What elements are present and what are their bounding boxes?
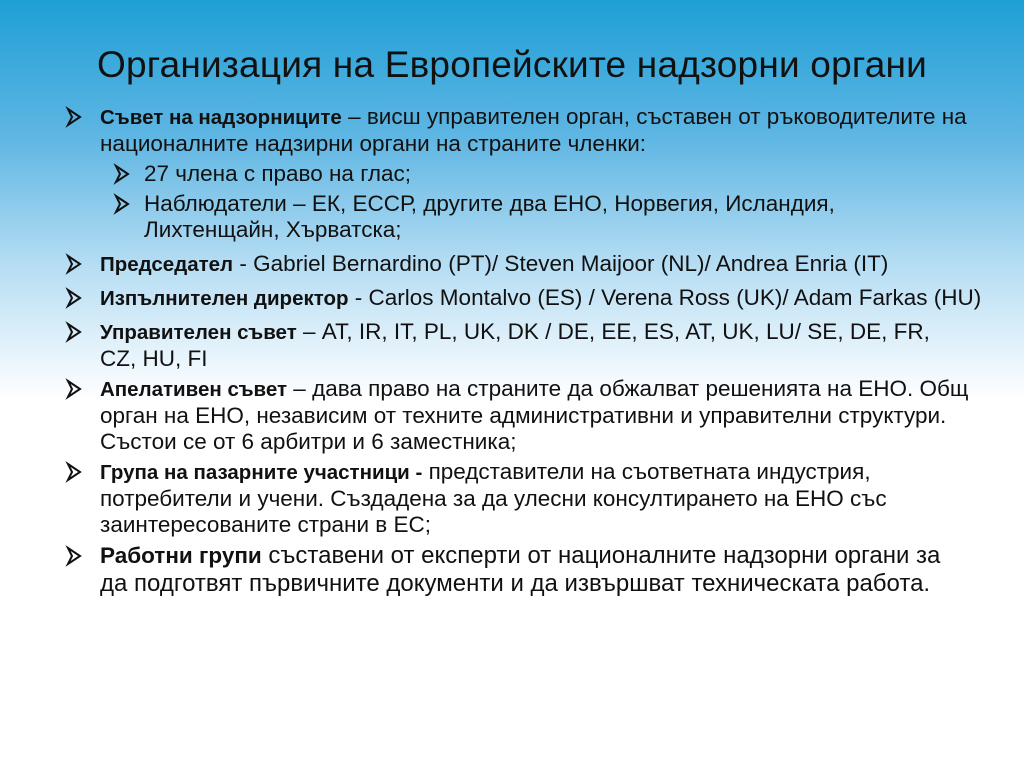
sub-item-text: Наблюдатели – ЕК, ЕССР, другите два ЕНО, Норвегия, Исландия, Лихтенщайн, Хърватска; — [144, 191, 835, 242]
item-bold: Съвет на надзорниците — [100, 106, 342, 129]
item-text: съставени от експерти от националните надзорни органи за да подготвят първичните документи и да извършват техническата работа. — [100, 542, 941, 597]
list-item — [62, 281, 982, 315]
item-bold: Председател — [100, 253, 234, 276]
list-item — [62, 247, 982, 281]
arrow-bullet-icon — [110, 161, 144, 187]
list-item — [62, 542, 982, 598]
item-text: – AT, IR, IT, PL, UK, DK / DE, EE, ES, AT, UK, LU/ SE, DE, FR, CZ, HU, FI — [100, 319, 930, 371]
arrow-bullet-icon — [110, 191, 144, 217]
arrow-bullet-icon — [62, 376, 96, 402]
list-item — [62, 319, 982, 372]
arrow-bullet-icon — [62, 319, 96, 345]
item-text: – висш управителен орган, съставен от ръководителите на националните надзирни органи на страните членки: — [100, 104, 967, 156]
list-item — [62, 376, 982, 455]
sub-list-item — [62, 161, 982, 187]
item-text: – дава право на страните да обжалват решенията на ЕНО. Общ орган на ЕНО, независим от техните административни и управителни структури. Състои се от 6 арбитри и 6 заместника; — [100, 376, 969, 454]
arrow-bullet-icon — [62, 459, 96, 485]
arrow-bullet-icon — [62, 285, 96, 311]
item-bold: Работни групи — [100, 543, 262, 568]
sub-item-text: 27 члена с право на глас; — [144, 161, 412, 186]
bullet-list — [62, 104, 982, 602]
item-bold: Апелативен съвет — [100, 378, 288, 401]
item-text: - Gabriel Bernardino (PT)/ Steven Maijoor (NL)/ Andrea Enria (IT) — [233, 251, 889, 276]
item-bold: Изпълнителен директор — [100, 287, 349, 310]
item-bold: Управителен съвет — [100, 321, 297, 344]
item-text: - Carlos Montalvo (ES) / Verena Ross (UK)/ Adam Farkas (HU) — [348, 285, 982, 310]
sub-list-item — [62, 191, 982, 243]
item-text: представители на съответната индустрия, потребители и учени. Създадена за да улесни консултирането на ЕНО със заинтересованите страни в ЕС; — [100, 459, 887, 537]
arrow-bullet-icon — [62, 104, 96, 130]
item-bold: Група на пазарните участници - — [100, 461, 423, 484]
list-item — [62, 104, 982, 157]
slide-title: Организация на Европейските надзорни органи — [96, 44, 928, 85]
list-item — [62, 459, 982, 538]
arrow-bullet-icon — [62, 543, 96, 569]
arrow-bullet-icon — [62, 251, 96, 277]
